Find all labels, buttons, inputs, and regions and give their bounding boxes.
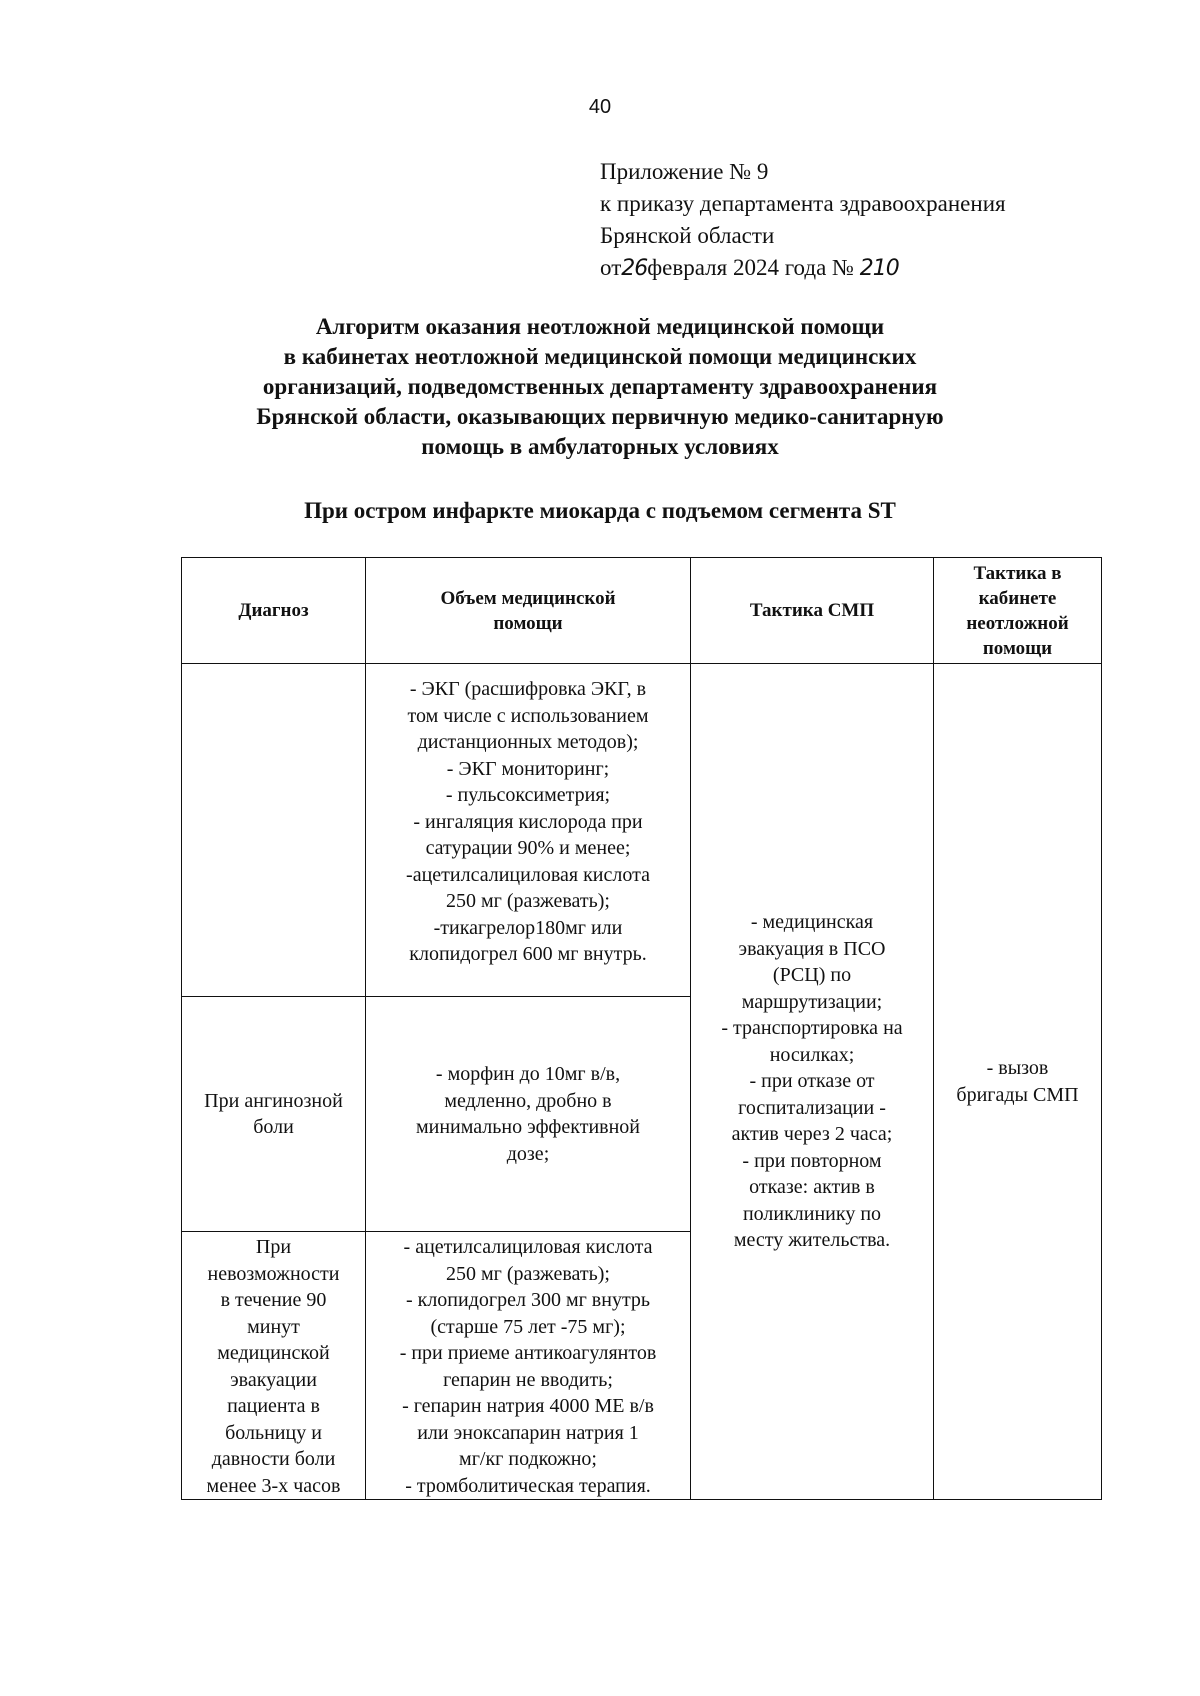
header-smp-tactics: Тактика СМП bbox=[691, 558, 934, 664]
cell-line: боли bbox=[253, 1116, 294, 1138]
cell-line: дистанционных методов); bbox=[417, 731, 639, 753]
header-line: помощи bbox=[493, 612, 563, 634]
table-header-row bbox=[182, 558, 1102, 664]
cell-line: том числе с использованием bbox=[407, 704, 649, 727]
cell-line: -ацетилсалициловая кислота bbox=[406, 863, 650, 886]
cell-line: пациента в bbox=[227, 1395, 320, 1417]
header-line: Объем медицинской bbox=[440, 587, 616, 609]
cell-line: При bbox=[255, 1236, 292, 1258]
cell-line: клопидогрел 600 мг внутрь. bbox=[409, 943, 647, 965]
cell-line: - морфин до 10мг в/в, bbox=[435, 1063, 621, 1085]
annex-line: Брянской области bbox=[600, 223, 775, 248]
cell-line: месту жительства. bbox=[733, 1229, 891, 1252]
title-line: Брянской области, оказывающих первичную медико-санитарную bbox=[256, 404, 944, 429]
cell-diagnosis-no-evacuation bbox=[182, 1232, 366, 1500]
annex-block bbox=[600, 156, 1006, 285]
cell-line: - при повторном bbox=[742, 1149, 882, 1172]
cell-line: минимально эффективной bbox=[415, 1116, 641, 1138]
cell-line: При ангинозной bbox=[204, 1089, 343, 1112]
annex-date-line bbox=[600, 252, 1006, 285]
handwritten-day: 26 bbox=[621, 256, 648, 281]
cell-cabinet-tactics bbox=[934, 664, 1102, 1500]
header-line: Тактика в bbox=[973, 562, 1062, 584]
cell-line: - пульсоксиметрия; bbox=[445, 784, 611, 806]
cell-line: эвакуация в ПСО bbox=[738, 937, 886, 960]
title-line: помощь в амбулаторных условиях bbox=[421, 434, 779, 459]
cell-line: -тикагрелор180мг или bbox=[433, 916, 623, 939]
section-title: При остром инфаркте миокарда с подъемом сегмента ST bbox=[304, 498, 896, 523]
cell-line: (старше 75 лет -75 мг); bbox=[430, 1315, 626, 1338]
cell-line: госпитализации - bbox=[738, 1096, 886, 1119]
cell-line: - транспортировка на bbox=[721, 1017, 903, 1040]
cell-line: - при приеме антикоагулянтов bbox=[399, 1342, 657, 1364]
annex-line: Приложение № 9 bbox=[600, 159, 769, 184]
cell-line: - ЭКГ мониторинг; bbox=[446, 757, 610, 780]
cell-line: гепарин не вводить; bbox=[443, 1368, 613, 1391]
cell-line: маршрутизации; bbox=[741, 990, 883, 1013]
cell-line: - гепарин натрия 4000 МЕ в/в bbox=[402, 1395, 654, 1417]
handwritten-order-number: 210 bbox=[859, 256, 899, 281]
cell-line: носилках; bbox=[769, 1043, 855, 1066]
cell-line: - ЭКГ (расшифровка ЭКГ, в bbox=[409, 678, 647, 700]
cell-line: невозможности bbox=[207, 1262, 340, 1285]
cell-line: 250 мг (разжевать); bbox=[446, 1262, 610, 1285]
cell-line: медленно, дробно в bbox=[444, 1089, 612, 1112]
cell-line: - ингаляция кислорода при bbox=[413, 810, 643, 833]
page-number: 40 bbox=[588, 96, 612, 118]
title-line: организаций, подведомственных департаменту здравоохранения bbox=[262, 374, 938, 399]
cell-line: менее 3-х часов bbox=[206, 1474, 341, 1497]
cell-line: больницу и bbox=[225, 1421, 322, 1444]
cell-smp-tactics bbox=[691, 664, 934, 1500]
cell-line: 250 мг (разжевать); bbox=[446, 890, 610, 912]
header-line: помощи bbox=[982, 637, 1053, 659]
cell-line: актив через 2 часа; bbox=[731, 1123, 893, 1146]
header-cabinet-tactics bbox=[934, 558, 1102, 664]
cell-line: - клопидогрел 300 мг внутрь bbox=[405, 1289, 651, 1311]
cell-volume-morphine bbox=[366, 997, 691, 1232]
cell-line: отказе: актив в bbox=[749, 1176, 875, 1199]
cell-volume-thrombolysis bbox=[366, 1232, 691, 1500]
title-line: Алгоритм оказания неотложной медицинской помощи bbox=[315, 314, 885, 339]
date-prefix: от bbox=[600, 255, 622, 280]
table-row bbox=[182, 664, 1102, 997]
cell-volume-general bbox=[366, 664, 691, 997]
cell-line: (РСЦ) по bbox=[772, 964, 852, 987]
cell-line: медицинской bbox=[217, 1342, 330, 1364]
cell-line: поликлинику по bbox=[742, 1202, 882, 1225]
cell-line: эвакуации bbox=[230, 1368, 317, 1391]
cell-diagnosis-anginal-pain bbox=[182, 997, 366, 1232]
cell-line: дозе; bbox=[506, 1142, 550, 1165]
header-line: кабинете bbox=[978, 587, 1057, 609]
cell-line: мг/кг подкожно; bbox=[459, 1448, 597, 1470]
header-diagnosis: Диагноз bbox=[182, 558, 366, 664]
cell-line: в течение 90 bbox=[220, 1289, 327, 1311]
cell-line: - вызов bbox=[986, 1057, 1049, 1079]
date-middle: февраля 2024 года № bbox=[647, 255, 860, 280]
cell-line: давности боли bbox=[211, 1448, 336, 1470]
cell-line: - тромболитическая терапия. bbox=[405, 1474, 651, 1497]
header-volume bbox=[366, 558, 691, 664]
header-line: неотложной bbox=[966, 612, 1069, 634]
cell-line: - медицинская bbox=[750, 911, 874, 934]
title-line: в кабинетах неотложной медицинской помощи медицинских bbox=[283, 344, 917, 369]
cell-line: - ацетилсалициловая кислота bbox=[403, 1236, 653, 1258]
document-title bbox=[150, 312, 1050, 462]
annex-line: к приказу департамента здравоохранения bbox=[600, 191, 1006, 216]
algorithm-table bbox=[181, 557, 1102, 1500]
cell-line: минут bbox=[247, 1315, 300, 1338]
cell-line: - при отказе от bbox=[749, 1070, 875, 1093]
cell-line: сатурации 90% и менее; bbox=[425, 837, 631, 859]
cell-diagnosis-empty bbox=[182, 664, 366, 997]
cell-line: или эноксапарин натрия 1 bbox=[417, 1421, 639, 1444]
cell-line: бригады СМП bbox=[956, 1083, 1079, 1106]
